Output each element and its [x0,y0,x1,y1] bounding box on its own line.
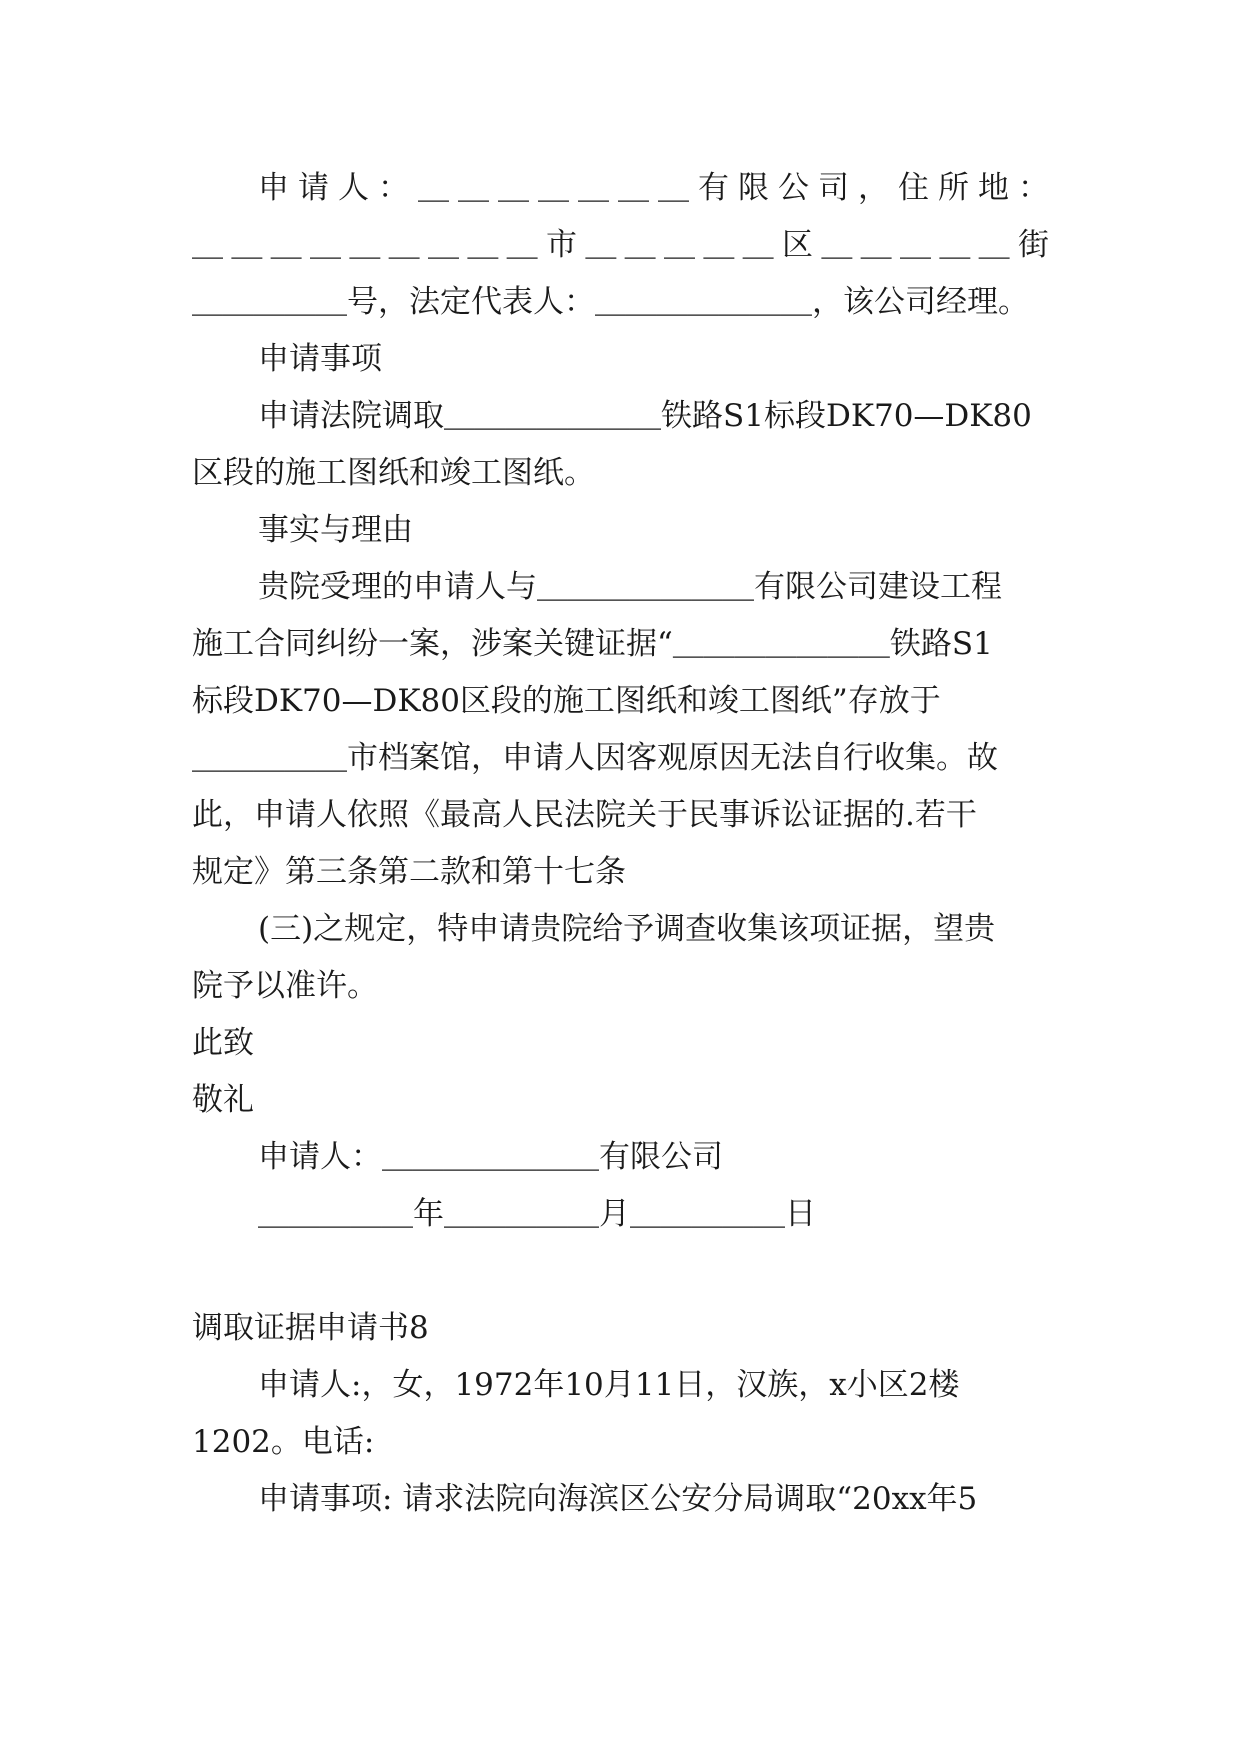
facts-line-2: 施工合同纠纷一案，涉案关键证据“＿＿＿＿＿＿＿铁路S1 [192,626,993,662]
address-line: ＿＿＿＿＿＿＿＿＿市＿＿＿＿＿区＿＿＿＿＿街 [192,227,1049,263]
facts-line-4: ＿＿＿＿＿市档案馆，申请人因客观原因无法自行收集。故 [192,740,998,776]
salutation-line: 此致 [192,1025,254,1061]
regards-line: 敬礼 [192,1082,254,1118]
facts-line-5: 此，申请人依照《最高人民法院关于民事诉讼证据的.若干 [192,797,977,833]
request-line-2: 区段的施工图纸和竣工图纸。 [192,455,595,491]
request-line-1: 申请法院调取＿＿＿＿＿＿＿铁路S1标段DK70—DK80 [258,398,1032,434]
section-heading-request: 申请事项 [258,341,382,377]
facts-line-8: 院予以准许。 [192,968,378,1004]
request-matter-line: 申请事项: 请求法院向海滨区公安分局调取“20xx年5 [258,1481,978,1517]
representative-line: ＿＿＿＿＿号，法定代表人：＿＿＿＿＿＿＿，该公司经理。 [192,284,1029,320]
facts-line-1: 贵院受理的申请人与＿＿＿＿＿＿＿有限公司建设工程 [258,569,1002,605]
facts-line-7: (三)之规定，特申请贵院给予调查收集该项证据，望贵 [258,911,996,947]
applicant-info-line-1: 申请人:，女，1972年10月11日，汉族，x小区2楼 [258,1367,960,1403]
facts-line-3: 标段DK70—DK80区段的施工图纸和竣工图纸”存放于 [192,683,941,719]
applicant-info-line-2: 1202。电话: [192,1424,375,1460]
signature-date-line: ＿＿＿＿＿年＿＿＿＿＿月＿＿＿＿＿日 [258,1196,816,1232]
facts-line-6: 规定》第三条第二款和第十七条 [192,854,626,890]
document-8-title: 调取证据申请书8 [192,1310,429,1346]
signature-applicant-line: 申请人：＿＿＿＿＿＿＿有限公司 [258,1139,723,1175]
applicant-line: 申请人：＿＿＿＿＿＿＿有限公司，住所地： [258,170,1049,206]
section-heading-facts: 事实与理由 [258,512,413,548]
